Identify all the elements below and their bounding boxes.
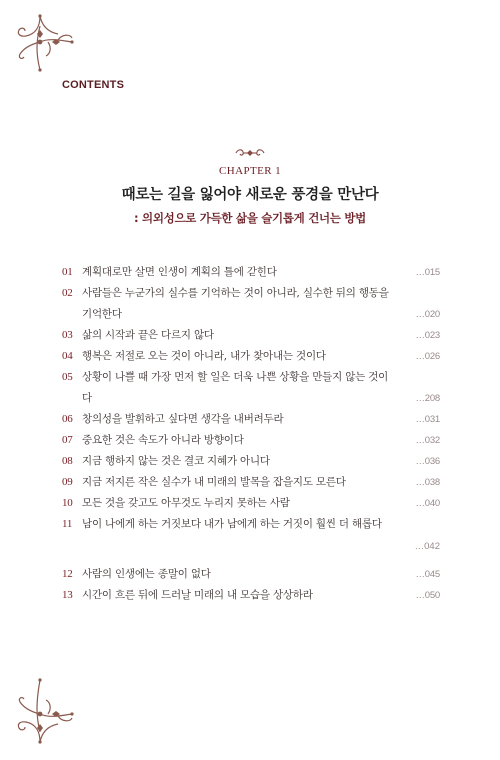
contents-label: CONTENTS bbox=[62, 79, 125, 91]
toc-page-number: …208 bbox=[415, 393, 440, 404]
toc-entry-01 bbox=[62, 262, 440, 283]
toc-title: 남이 나에게 하는 거짓보다 내가 남에게 하는 거짓이 훨씬 더 해롭다 bbox=[82, 518, 382, 530]
toc-entry-02 bbox=[62, 283, 440, 325]
toc-page-number: …050 bbox=[415, 590, 440, 601]
toc-page-number: …032 bbox=[415, 435, 440, 446]
toc-number: 02 bbox=[62, 287, 73, 299]
toc-page-number: …023 bbox=[415, 330, 440, 341]
toc-entry-04 bbox=[62, 346, 440, 367]
toc-entry-08 bbox=[62, 451, 440, 472]
toc-number: 06 bbox=[62, 413, 73, 425]
toc-title: 지금 저지른 작은 실수가 내 미래의 발목을 잡을지도 모른다 bbox=[82, 476, 346, 488]
toc-title: 상황이 나쁠 때 가장 먼저 할 일은 더욱 나쁜 상황을 만들지 않는 것이 bbox=[82, 371, 389, 383]
chapter-number: CHAPTER 1 bbox=[219, 165, 281, 177]
corner-ornament-bottom-icon bbox=[14, 676, 80, 746]
toc-number: 07 bbox=[62, 434, 73, 446]
toc-title: 중요한 것은 속도가 아니라 방향이다 bbox=[82, 434, 244, 446]
toc-number: 01 bbox=[62, 266, 73, 278]
chapter-title: 때로는 길을 잃어야 새로운 풍경을 만난다 bbox=[121, 187, 379, 203]
toc-number: 12 bbox=[62, 568, 73, 580]
chapter-subtitle: : 의외성으로 가득한 삶을 슬기롭게 건너는 방법 bbox=[134, 211, 366, 225]
toc-page-number: …036 bbox=[415, 456, 440, 467]
toc-page-number: …031 bbox=[415, 414, 440, 425]
toc-page-number: …015 bbox=[415, 267, 440, 278]
toc-page-number: …026 bbox=[415, 351, 440, 362]
toc-title: 삶의 시작과 끝은 다르지 않다 bbox=[82, 329, 214, 341]
toc-number: 05 bbox=[62, 371, 73, 383]
toc-title: 시간이 흐른 뒤에 드러날 미래의 내 모습을 상상하라 bbox=[82, 589, 313, 601]
toc-number: 11 bbox=[62, 518, 73, 530]
toc-title: 다 bbox=[82, 392, 92, 404]
toc-number: 13 bbox=[62, 589, 73, 601]
toc-entry-11 bbox=[62, 514, 440, 558]
toc-page-number: …020 bbox=[415, 309, 440, 320]
toc-entry-12 bbox=[62, 564, 440, 585]
toc-title: 계획대로만 살면 인생이 계획의 틀에 갇힌다 bbox=[82, 266, 277, 278]
toc-entry-05 bbox=[62, 367, 440, 409]
toc-number: 04 bbox=[62, 350, 73, 362]
toc-number: 10 bbox=[62, 497, 73, 509]
toc-page-number: …038 bbox=[415, 477, 440, 488]
table-of-contents bbox=[62, 262, 440, 606]
toc-page-number: …045 bbox=[415, 569, 440, 580]
toc-number: 09 bbox=[62, 476, 73, 488]
swirl-ornament-icon bbox=[232, 148, 268, 158]
toc-entry-03 bbox=[62, 325, 440, 346]
toc-page-number: …040 bbox=[415, 498, 440, 509]
toc-page-number: …042 bbox=[414, 541, 440, 552]
toc-title: 행복은 저절로 오는 것이 아니라, 내가 찾아내는 것이다 bbox=[82, 350, 326, 362]
toc-entry-09 bbox=[62, 472, 440, 493]
toc-title: 모든 것을 갖고도 아무것도 누리지 못하는 사람 bbox=[82, 497, 290, 509]
toc-title: 지금 행하지 않는 것은 결코 지혜가 아니다 bbox=[82, 455, 270, 467]
corner-ornament-top-icon bbox=[14, 12, 80, 74]
toc-number: 08 bbox=[62, 455, 73, 467]
toc-number: 03 bbox=[62, 329, 73, 341]
toc-title: 창의성을 발휘하고 싶다면 생각을 내버려두라 bbox=[82, 413, 284, 425]
chapter-heading bbox=[0, 148, 500, 226]
toc-entry-06 bbox=[62, 409, 440, 430]
toc-title: 사람들은 누군가의 실수를 기억하는 것이 아니라, 실수한 뒤의 행동을 bbox=[82, 287, 389, 299]
toc-entry-07 bbox=[62, 430, 440, 451]
toc-title: 기억한다 bbox=[82, 308, 122, 320]
toc-entry-13 bbox=[62, 585, 440, 606]
toc-title: 사람의 인생에는 종말이 없다 bbox=[82, 568, 211, 580]
toc-entry-10 bbox=[62, 493, 440, 514]
